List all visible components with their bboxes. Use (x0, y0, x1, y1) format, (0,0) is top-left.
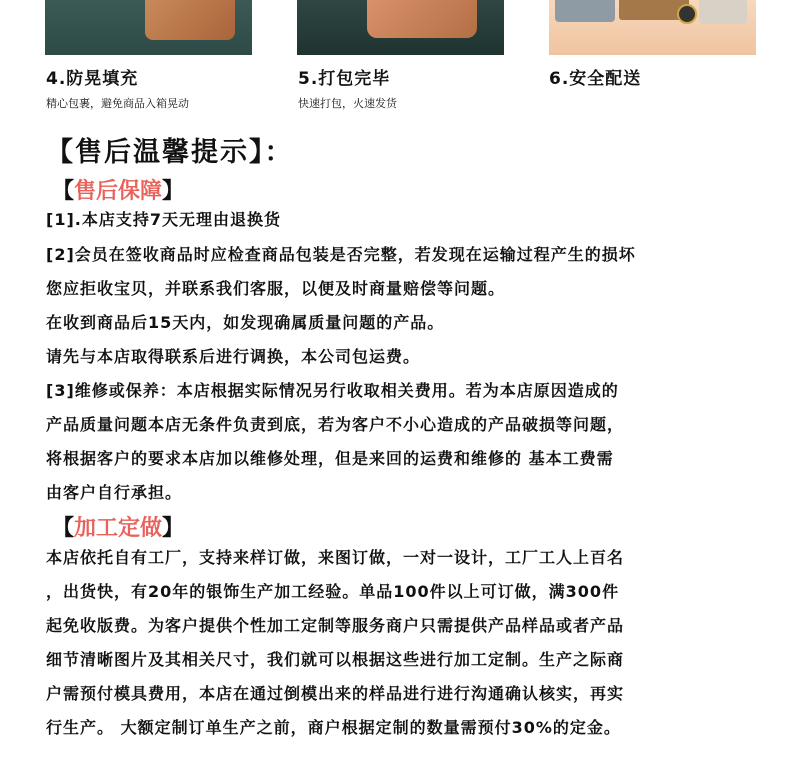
step-5 (298, 64, 397, 111)
aftersale-line: 产品质量问题本店无条件负责到底，若为客户不小心造成的产品破损等问题， (46, 415, 625, 434)
aftersale-line: 将根据客户的要求本店加以维修处理，但是来回的运费和维修的 基本工费需 (46, 449, 614, 468)
aftersale-line: [2]会员在签收商品时应检查商品包装是否完整，若发现在运输过程产生的损坏 (46, 245, 636, 264)
step-subtitle: 精心包裹，避免商品入箱晃动 (46, 97, 189, 110)
step-4 (46, 64, 189, 111)
aftersale-line: 在收到商品后15天内，如发现确属质量问题的产品。 (46, 313, 445, 332)
packaging-photo-filling (45, 0, 252, 55)
custom-line: 细节清晰图片及其相关尺寸，我们就可以根据这些进行加工定制。生产之际商 (46, 650, 625, 669)
section-title-aftersale (52, 174, 184, 205)
bracket-open: 【 (52, 179, 75, 204)
bracket-close: 】 (162, 179, 185, 204)
truck-image (555, 0, 615, 22)
aftersale-line: 由客户自行承担。 (46, 483, 183, 502)
aftersale-line: [3]维修或保养：本店根据实际情况另行收取相关费用。若为本店原因造成的 (46, 381, 619, 400)
custom-line: 起免收版费。为客户提供个性加工定制等服务商户只需提供产品样品或者产品 (46, 616, 625, 635)
aftersale-line: 请先与本店取得联系后进行调换，本公司包运费。 (46, 347, 421, 366)
van-image (699, 0, 747, 24)
aftersale-heading: 【售后温馨提示】： (46, 137, 294, 168)
custom-line: 户需预付模具费用，本店在通过倒模出来的样品进行进行沟通确认核实，再实 (46, 684, 625, 703)
section-title-text: 加工定做 (74, 516, 163, 541)
bracket-open: 【 (52, 516, 75, 541)
section-title-text: 售后保障 (74, 179, 163, 204)
package-box-image (367, 0, 477, 38)
custom-line: ，出货快，有20年的银饰生产加工经验。单品100件以上可订做，满300件 (46, 582, 620, 601)
step-title: 4.防晃填充 (46, 69, 139, 89)
step-6 (549, 64, 641, 89)
section-title-custom (52, 511, 184, 542)
bracket-close: 】 (162, 516, 185, 541)
custom-line: 行生产。 大额定制订单生产之前，商户根据定制的数量需预付30%的定金。 (46, 718, 621, 737)
custom-line: 本店依托自有工厂，支持来样订做，来图订做，一对一设计，工厂工人上百名 (46, 548, 625, 567)
packaging-photos (0, 0, 800, 58)
delivery-photo (549, 0, 756, 55)
aftersale-line: [1].本店支持7天无理由退换货 (46, 210, 281, 229)
wheel-image (677, 4, 697, 24)
aftersale-line: 您应拒收宝贝，并联系我们客服，以便及时商量赔偿等问题。 (46, 279, 506, 298)
step-subtitle: 快速打包，火速发货 (298, 97, 397, 110)
step-title: 6.安全配送 (549, 69, 642, 89)
package-box-image (145, 0, 235, 40)
packaging-photo-packed (297, 0, 504, 55)
step-title: 5.打包完毕 (298, 69, 391, 89)
